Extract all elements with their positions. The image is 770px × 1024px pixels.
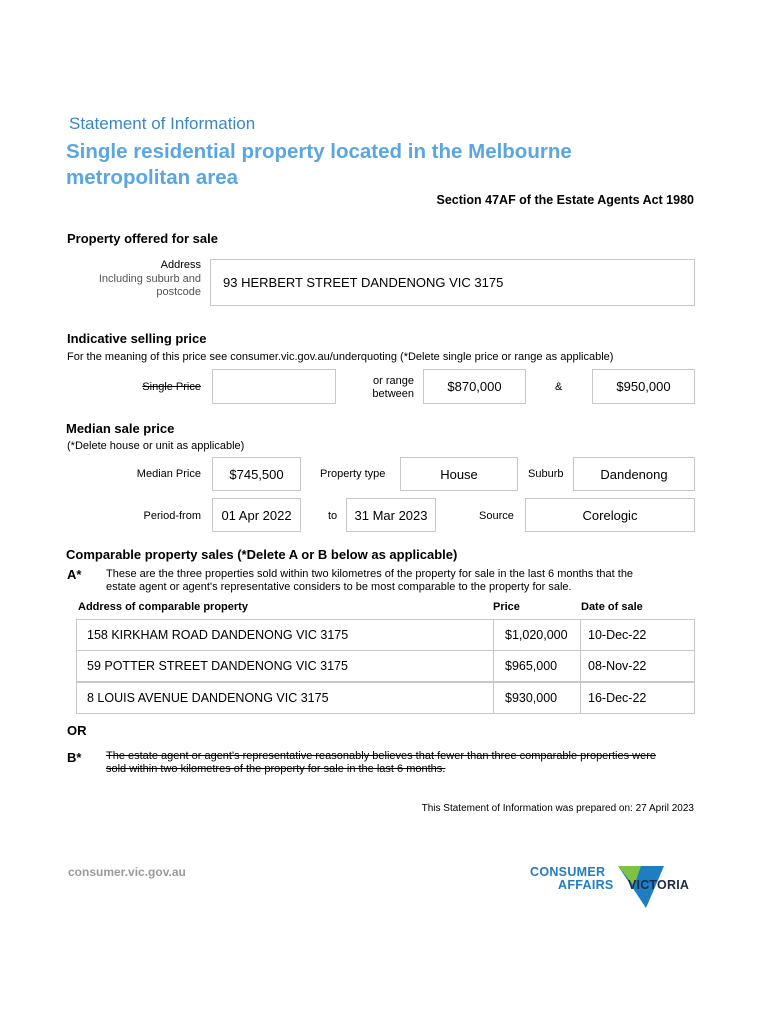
address-label — [70, 259, 201, 300]
option-b-text-line: The estate agent or agent's representative reasonably believes that fewer than three comparable properties were — [106, 750, 656, 762]
option-b-text-line: sold within two kilometres of the property for sale in the last 6 months. — [106, 763, 446, 775]
range-low-field[interactable]: $870,000 — [423, 369, 526, 404]
suburb-label: Suburb — [528, 468, 564, 480]
logo-text-line: AFFAIRS — [558, 878, 614, 892]
act-reference: Section 47AF of the Estate Agents Act 1980 — [436, 193, 694, 207]
indicative-heading: Indicative selling price — [67, 331, 207, 346]
column-header-address: Address of comparable property — [78, 601, 248, 613]
range-label-line: between — [372, 388, 414, 400]
comparable-price: $965,000 — [505, 659, 558, 673]
property-heading: Property offered for sale — [67, 231, 218, 246]
or-separator: OR — [67, 723, 87, 738]
column-divider — [580, 683, 581, 713]
consumer-affairs-victoria-logo — [530, 864, 700, 910]
comparable-price: $930,000 — [505, 691, 558, 705]
column-divider — [580, 620, 581, 650]
column-divider — [493, 620, 494, 650]
option-a-text-line: These are the three properties sold within two kilometres of the property for sale in the last 6 months that the — [106, 568, 634, 580]
comparable-date: 10-Dec-22 — [588, 628, 647, 642]
column-header-price: Price — [493, 601, 520, 613]
table-row — [76, 682, 695, 714]
option-a-text — [106, 568, 633, 594]
document-title: Single residential property located in the Melbourne metropolitan area — [66, 140, 572, 189]
range-label-line: or range — [373, 375, 414, 387]
column-divider — [493, 651, 494, 681]
footer-website: consumer.vic.gov.au — [68, 865, 186, 879]
logo-text-line: CONSUMER — [530, 865, 606, 879]
table-row — [76, 619, 695, 651]
comparable-date: 16-Dec-22 — [588, 691, 647, 705]
median-heading: Median sale price — [66, 421, 175, 436]
period-from-label: Period-from — [143, 510, 201, 522]
comparable-price: $1,020,000 — [505, 628, 568, 642]
column-header-date: Date of sale — [581, 601, 643, 613]
comparable-heading: Comparable property sales (*Delete A or B below as applicable) — [66, 547, 458, 562]
logo-text-line: VICTORIA — [628, 878, 690, 892]
option-a-text-line: estate agent or agent's representative considers to be most comparable to the property for sale. — [106, 581, 572, 593]
prepared-date: This Statement of Information was prepared on: 27 April 2023 — [421, 803, 694, 814]
address-label-line: Address — [160, 259, 201, 271]
option-b-text — [106, 750, 656, 776]
property-type-field[interactable]: House — [400, 457, 518, 491]
source-label: Source — [479, 510, 514, 522]
period-from-field[interactable]: 01 Apr 2022 — [212, 498, 301, 532]
source-field[interactable]: Corelogic — [525, 498, 695, 532]
comparable-address: 8 LOUIS AVENUE DANDENONG VIC 3175 — [87, 691, 329, 705]
comparable-date: 08-Nov-22 — [588, 659, 647, 673]
indicative-note: For the meaning of this price see consumer.vic.gov.au/underquoting (*Delete single price or range as applicable) — [67, 351, 614, 363]
table-row — [76, 650, 695, 682]
option-a-marker: A* — [67, 567, 82, 582]
column-divider — [493, 683, 494, 713]
address-field[interactable] — [210, 259, 695, 306]
single-price-label: Single Price — [142, 381, 201, 393]
column-divider — [580, 651, 581, 681]
range-label — [350, 375, 414, 401]
address-value: 93 HERBERT STREET DANDENONG VIC 3175 — [223, 275, 504, 290]
document-type-label: Statement of Information — [69, 114, 256, 133]
address-label-line: Including suburb and — [98, 272, 201, 285]
period-to-label: to — [328, 510, 338, 522]
period-to-field[interactable]: 31 Mar 2023 — [346, 498, 436, 532]
median-note: (*Delete house or unit as applicable) — [67, 440, 245, 452]
property-type-label: Property type — [320, 468, 386, 480]
median-price-label: Median Price — [136, 468, 201, 480]
comparable-address: 158 KIRKHAM ROAD DANDENONG VIC 3175 — [87, 628, 349, 642]
address-label-line: postcode — [156, 286, 201, 298]
suburb-field[interactable]: Dandenong — [573, 457, 695, 491]
range-ampersand: & — [555, 381, 563, 393]
median-price-field[interactable]: $745,500 — [212, 457, 301, 491]
single-price-field[interactable] — [212, 369, 336, 404]
range-high-field[interactable]: $950,000 — [592, 369, 695, 404]
option-b-marker: B* — [67, 750, 82, 765]
comparable-address: 59 POTTER STREET DANDENONG VIC 3175 — [87, 659, 348, 673]
